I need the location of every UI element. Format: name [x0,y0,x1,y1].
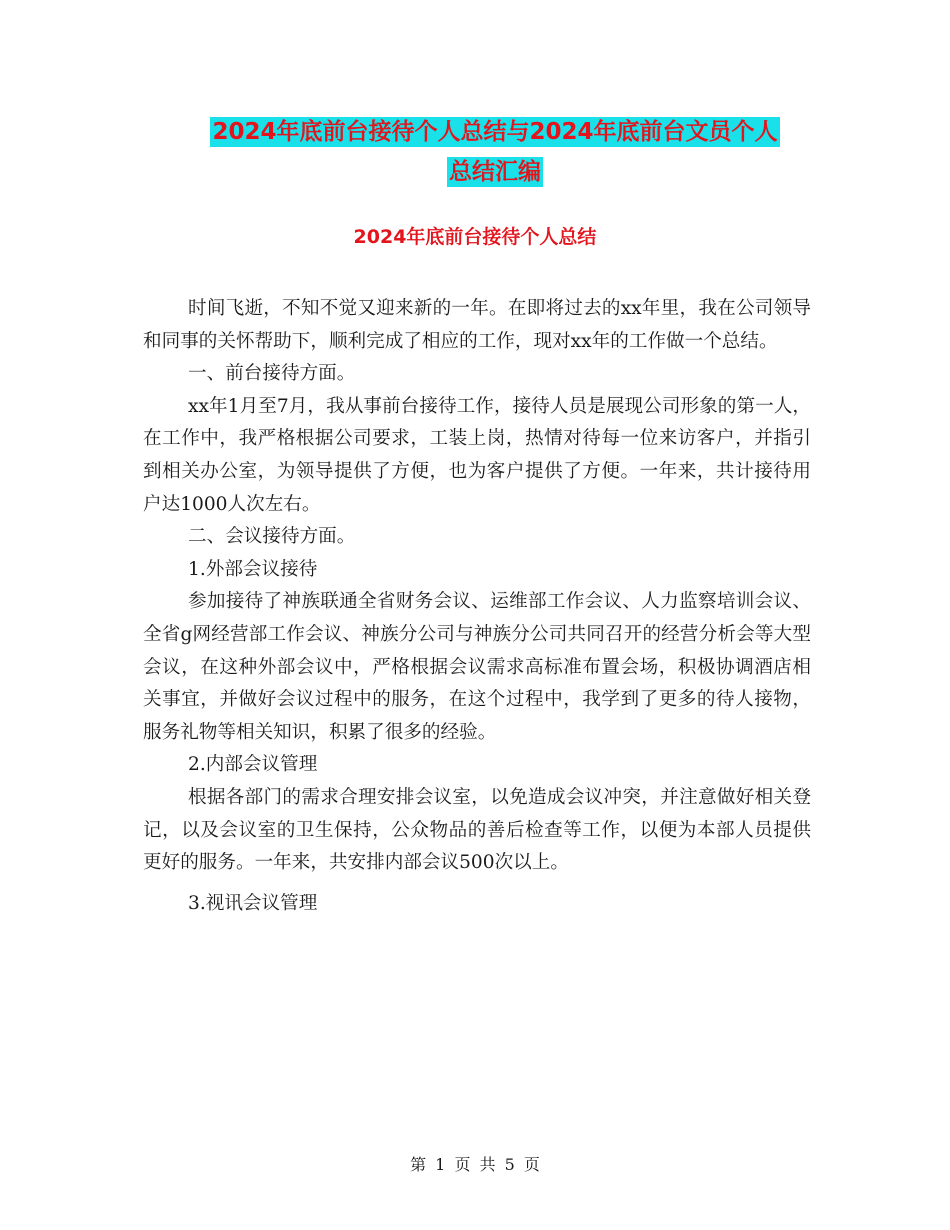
document-title [140,112,850,192]
paragraph: xx年1月至7月，我从事前台接待工作，接待人员是展现公司形象的第一人，在工作中，我严格根据公司要求，工装上岗，热情对待每一位来访客户，并指引到相关办公室，为领导提供了方便，也为客户提供了方便。一年来，共计接待用户达1000人次左右。 [143,395,811,515]
subsection-heading: 3.视讯会议管理 [188,892,318,914]
document-title-line2: 总结汇编 [449,159,541,185]
page-footer: 第 1 页 共 5 页 [410,1155,540,1174]
section-heading: 二、会议接待方面。 [188,526,356,548]
paragraph: 参加接待了神族联通全省财务会议、运维部工作会议、人力监察培训会议、全省g网经营部工作会议、神族分公司与神族分公司共同召开的经营分析会等大型会议，在这种外部会议中，严格根据会议需求高标准布置会场，积极协调酒店相关事宜，并做好会议过程中的服务，在这个过程中，我学到了更多的待人接物，服务礼物等相关知识，积累了很多的经验。 [143,591,811,743]
subsection-heading: 1.外部会议接待 [188,558,318,580]
paragraph: 时间飞逝，不知不觉又迎来新的一年。在即将过去的xx年里，我在公司领导和同事的关怀帮助下，顺利完成了相应的工作，现对xx年的工作做一个总结。 [143,298,811,352]
section-title: 2024年底前台接待个人总结 [353,226,597,248]
subsection-heading: 2.内部会议管理 [188,754,318,776]
document-body [143,293,811,920]
section-heading: 一、前台接待方面。 [188,363,356,385]
paragraph: 根据各部门的需求合理安排会议室，以免造成会议冲突，并注意做好相关登记，以及会议室的卫生保持，公众物品的善后检查等工作，以便为本部人员提供更好的服务。一年来，共安排内部会议500次以上。 [143,786,811,874]
document-title-line1: 2024年底前台接待个人总结与2024年底前台文员个人 [212,119,778,145]
